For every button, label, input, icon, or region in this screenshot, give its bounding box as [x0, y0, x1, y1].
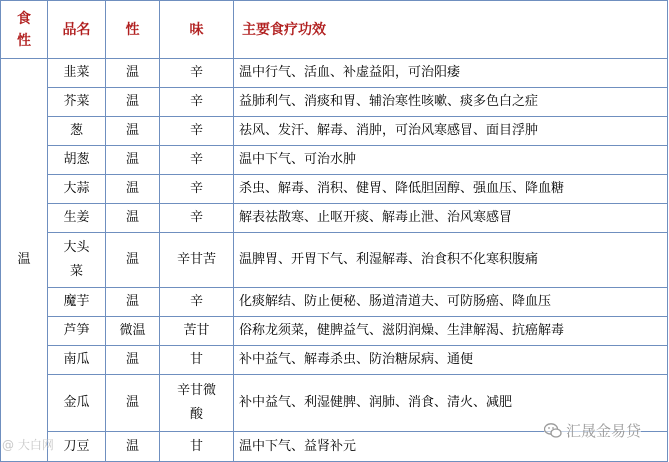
header-effect: 主要食疗功效 [234, 1, 668, 59]
table-row [1, 204, 668, 233]
row-name: 南瓜 [48, 346, 106, 375]
row-name: 韭菜 [48, 59, 106, 88]
row-name: 芥菜 [48, 88, 106, 117]
row-effect: 俗称龙须菜，健脾益气、滋阴润燥、生津解渴、抗癌解毒 [234, 317, 668, 346]
row-name: 魔芋 [48, 288, 106, 317]
row-taste: 辛 [160, 59, 234, 88]
row-name: 生姜 [48, 204, 106, 233]
watermark-right [544, 420, 641, 441]
row-taste: 甘 [160, 432, 234, 462]
row-nature: 温 [106, 59, 160, 88]
header-category: 食性 [1, 1, 48, 59]
table-row [1, 117, 668, 146]
row-nature: 微温 [106, 317, 160, 346]
row-taste: 辛 [160, 288, 234, 317]
table-header-row [1, 1, 668, 59]
row-name: 大蒜 [48, 175, 106, 204]
table-row [1, 59, 668, 88]
row-effect: 化痰解结、防止便秘、肠道清道夫、可防肠癌、降血压 [234, 288, 668, 317]
row-effect: 杀虫、解毒、消积、健胃、降低胆固醇、强血压、降血糖 [234, 175, 668, 204]
table-row [1, 88, 668, 117]
row-nature: 温 [106, 375, 160, 432]
watermark-right-text: 汇晟金易贷 [565, 422, 641, 440]
row-nature: 温 [106, 288, 160, 317]
row-taste: 辛 [160, 146, 234, 175]
table-row [1, 175, 668, 204]
row-name: 大头菜 [48, 233, 106, 288]
row-taste: 辛甘苦 [160, 233, 234, 288]
watermark-left: @ 大白网 [2, 438, 54, 452]
row-taste: 苦甘 [160, 317, 234, 346]
row-nature: 温 [106, 117, 160, 146]
row-taste: 辛 [160, 204, 234, 233]
table-row [1, 288, 668, 317]
row-taste: 辛 [160, 117, 234, 146]
row-nature: 温 [106, 175, 160, 204]
row-effect: 温中下气、益肾补元 [234, 432, 668, 462]
row-nature: 温 [106, 204, 160, 233]
row-effect: 补中益气、解毒杀虫、防治糖尿病、通便 [234, 346, 668, 375]
row-effect: 补中益气、利湿健脾、润肺、消食、清火、减肥 [234, 375, 668, 432]
row-taste: 辛 [160, 175, 234, 204]
row-name: 葱 [48, 117, 106, 146]
row-effect: 温中下气、可治水肿 [234, 146, 668, 175]
header-name: 品名 [48, 1, 106, 59]
row-taste: 甘 [160, 346, 234, 375]
table-row [1, 317, 668, 346]
table-row [1, 233, 668, 288]
row-nature: 温 [106, 88, 160, 117]
header-taste: 味 [160, 1, 234, 59]
row-nature: 温 [106, 146, 160, 175]
row-effect: 温中行气、活血、补虚益阳，可治阳痿 [234, 59, 668, 88]
row-nature: 温 [106, 432, 160, 462]
table-row [1, 146, 668, 175]
row-nature: 温 [106, 233, 160, 288]
row-effect: 祛风、发汗、解毒、消肿，可治风寒感冒、面目浮肿 [234, 117, 668, 146]
table-row [1, 346, 668, 375]
row-name: 金瓜 [48, 375, 106, 432]
group-label: 温 [1, 59, 48, 462]
header-nature: 性 [106, 1, 160, 59]
row-name: 芦笋 [48, 317, 106, 346]
wechat-icon [544, 423, 562, 439]
row-effect: 解表祛散寒、止呕开痰、解毒止泄、治风寒感冒 [234, 204, 668, 233]
row-taste: 辛甘微酸 [160, 375, 234, 432]
row-effect: 温脾胃、开胃下气、利湿解毒、治食积不化寒积腹痛 [234, 233, 668, 288]
row-nature: 温 [106, 346, 160, 375]
row-name: 胡葱 [48, 146, 106, 175]
row-name: 刀豆 [48, 432, 106, 462]
row-effect: 益肺利气、消痰和胃、辅治寒性咳嗽、痰多色白之症 [234, 88, 668, 117]
row-taste: 辛 [160, 88, 234, 117]
